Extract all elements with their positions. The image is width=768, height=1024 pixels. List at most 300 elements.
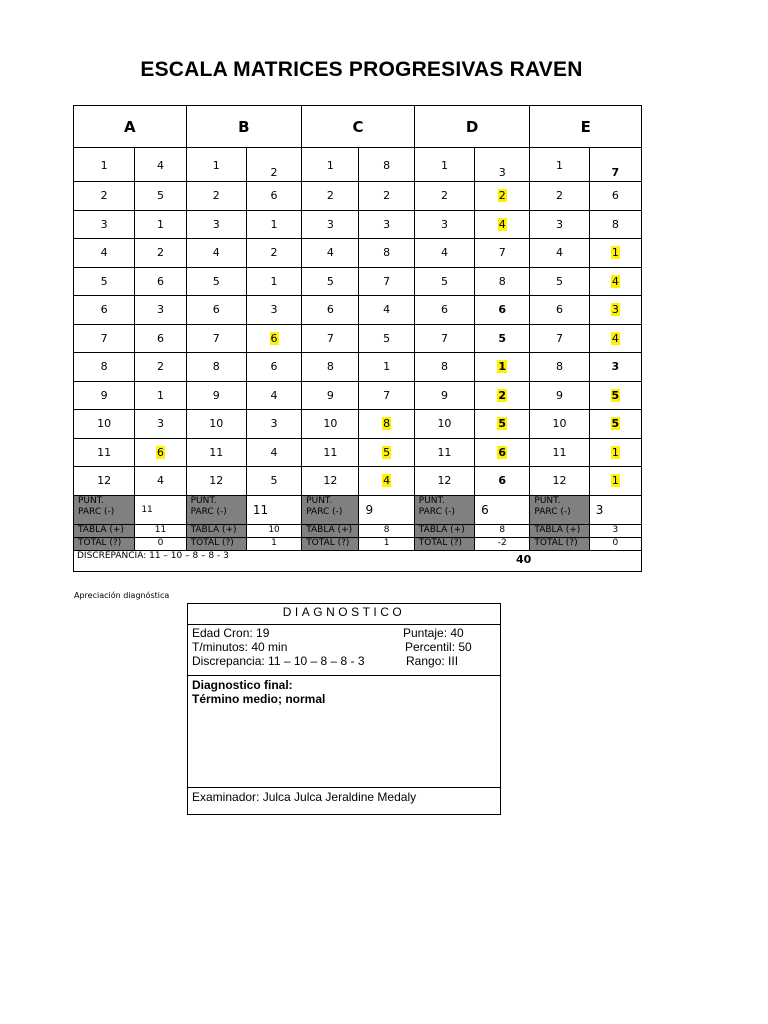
item-row xyxy=(74,324,642,353)
item-number xyxy=(302,353,359,382)
item-number-value: 12 xyxy=(209,474,224,488)
item-number-value: 3 xyxy=(212,217,220,231)
final-diagnosis xyxy=(188,676,500,788)
item-number-value: 11 xyxy=(437,445,452,459)
total-value: 1 xyxy=(359,537,414,550)
item-number-value: 4 xyxy=(212,246,220,260)
item-number xyxy=(74,148,135,182)
tabla-label: TABLA (+) xyxy=(186,524,246,537)
item-answer-value: 4 xyxy=(611,274,619,288)
item-number xyxy=(74,467,135,496)
answer-grid xyxy=(73,105,642,572)
item-number xyxy=(186,182,246,211)
total-label: TOTAL (?) xyxy=(302,537,359,550)
item-number xyxy=(414,267,474,296)
item-answer xyxy=(475,410,530,439)
item-answer-value: 2 xyxy=(498,189,506,203)
item-answer xyxy=(589,210,641,239)
item-answer xyxy=(246,324,301,353)
punt-parc-value: 11 xyxy=(246,495,301,524)
item-answer xyxy=(246,210,301,239)
item-number-value: 8 xyxy=(212,360,220,374)
item-row xyxy=(74,438,642,467)
item-answer-value: 6 xyxy=(270,189,278,203)
item-answer xyxy=(135,324,186,353)
total-label: TOTAL (?) xyxy=(414,537,474,550)
item-answer-value: 1 xyxy=(383,360,391,374)
item-number-value: 3 xyxy=(440,217,448,231)
item-number xyxy=(302,210,359,239)
item-answer xyxy=(475,438,530,467)
item-answer xyxy=(246,239,301,268)
item-number xyxy=(530,467,589,496)
item-answer-value: 5 xyxy=(498,417,507,431)
item-number xyxy=(414,182,474,211)
tabla-value: 11 xyxy=(135,524,186,537)
punt-parc-value: 6 xyxy=(475,495,530,524)
item-answer xyxy=(475,353,530,382)
item-number xyxy=(74,381,135,410)
item-answer-value: 4 xyxy=(498,217,506,231)
item-answer xyxy=(246,148,301,182)
item-number xyxy=(74,210,135,239)
item-answer-value: 8 xyxy=(498,274,506,288)
item-answer xyxy=(475,467,530,496)
item-number xyxy=(530,296,589,325)
item-number-value: 3 xyxy=(100,217,108,231)
item-number xyxy=(74,182,135,211)
item-number-value: 1 xyxy=(212,158,220,172)
item-answer-value: 5 xyxy=(383,445,391,459)
column-header-row xyxy=(74,106,642,148)
item-answer-value: 2 xyxy=(383,189,391,203)
item-number-value: 4 xyxy=(326,246,334,260)
column-header-a: A xyxy=(74,106,187,148)
item-answer-value: 5 xyxy=(270,474,278,488)
item-answer-value: 1 xyxy=(156,217,164,231)
item-answer xyxy=(135,239,186,268)
total-label: TOTAL (?) xyxy=(186,537,246,550)
item-number xyxy=(74,239,135,268)
item-number-value: 5 xyxy=(440,274,448,288)
item-answer xyxy=(246,410,301,439)
tabla-value: 8 xyxy=(475,524,530,537)
item-number-value: 6 xyxy=(440,303,448,317)
item-answer-value: 6 xyxy=(156,331,164,345)
item-answer xyxy=(475,296,530,325)
item-number-value: 5 xyxy=(100,274,108,288)
punt-parc-label: PUNT. PARC (-) xyxy=(302,495,359,524)
item-answer-value: 1 xyxy=(498,360,507,374)
item-number xyxy=(414,353,474,382)
item-answer xyxy=(246,467,301,496)
item-number-value: 6 xyxy=(100,303,108,317)
item-answer xyxy=(359,239,414,268)
item-answer-value: 6 xyxy=(498,445,507,459)
item-number-value: 1 xyxy=(326,158,334,172)
apreciacion-label: Apreciación diagnóstica xyxy=(74,591,170,600)
item-answer xyxy=(359,296,414,325)
item-number-value: 10 xyxy=(209,417,224,431)
item-number xyxy=(74,353,135,382)
column-header-b: B xyxy=(186,106,302,148)
item-number xyxy=(530,353,589,382)
item-answer-value: 4 xyxy=(156,474,164,488)
item-number xyxy=(74,438,135,467)
item-number xyxy=(186,148,246,182)
tiempo: T/minutos: 40 min xyxy=(192,640,288,654)
tabla-label: TABLA (+) xyxy=(302,524,359,537)
item-number-value: 2 xyxy=(440,189,448,203)
discrepancia-row xyxy=(74,550,642,571)
item-answer xyxy=(475,324,530,353)
item-answer xyxy=(246,353,301,382)
tabla-row xyxy=(74,524,642,537)
item-answer-value: 7 xyxy=(611,166,620,179)
item-answer-value: 2 xyxy=(156,360,164,374)
item-number xyxy=(186,324,246,353)
punt-parc-value: 11 xyxy=(135,495,186,524)
item-answer xyxy=(589,438,641,467)
total-value: 0 xyxy=(135,537,186,550)
item-answer xyxy=(589,296,641,325)
item-answer-value: 1 xyxy=(611,445,619,459)
item-answer xyxy=(475,239,530,268)
item-answer xyxy=(359,324,414,353)
item-answer xyxy=(246,381,301,410)
item-number-value: 1 xyxy=(556,158,564,172)
item-row xyxy=(74,381,642,410)
item-answer xyxy=(589,410,641,439)
tabla-label: TABLA (+) xyxy=(530,524,589,537)
item-number-value: 7 xyxy=(440,331,448,345)
item-answer-value: 6 xyxy=(611,189,619,203)
punt-parc-value: 3 xyxy=(589,495,641,524)
item-answer xyxy=(359,381,414,410)
item-answer-value: 8 xyxy=(383,246,391,260)
item-number-value: 11 xyxy=(209,445,224,459)
item-answer xyxy=(246,438,301,467)
item-number xyxy=(414,410,474,439)
total-label: TOTAL (?) xyxy=(74,537,135,550)
item-answer xyxy=(135,148,186,182)
item-answer-value: 5 xyxy=(611,388,620,402)
item-answer xyxy=(359,210,414,239)
item-number-value: 1 xyxy=(100,158,108,172)
item-answer xyxy=(135,296,186,325)
item-answer-value: 4 xyxy=(156,158,164,172)
item-answer xyxy=(359,410,414,439)
item-answer-value: 6 xyxy=(270,331,278,345)
item-number-value: 2 xyxy=(326,189,334,203)
item-number xyxy=(530,182,589,211)
item-answer xyxy=(135,210,186,239)
item-number-value: 4 xyxy=(440,246,448,260)
item-number xyxy=(302,239,359,268)
item-number xyxy=(530,239,589,268)
item-answer-value: 1 xyxy=(611,246,619,260)
item-answer-value: 2 xyxy=(498,388,507,402)
page-title: ESCALA MATRICES PROGRESIVAS RAVEN xyxy=(140,58,583,81)
item-number xyxy=(414,239,474,268)
item-number-value: 11 xyxy=(97,445,112,459)
item-number-value: 7 xyxy=(326,331,334,345)
examiner: Examinador: Julca Julca Jeraldine Medaly xyxy=(192,790,417,804)
item-answer-value: 1 xyxy=(156,388,164,402)
item-number xyxy=(74,410,135,439)
item-number-value: 5 xyxy=(326,274,334,288)
item-answer xyxy=(135,381,186,410)
item-number xyxy=(530,381,589,410)
discrepancia-cell xyxy=(74,550,642,571)
item-answer xyxy=(135,267,186,296)
item-number-value: 7 xyxy=(556,331,564,345)
punt-parc-label: PUNT. PARC (-) xyxy=(530,495,589,524)
item-answer-value: 4 xyxy=(611,331,619,345)
percentil: Percentil: 50 xyxy=(405,640,472,654)
item-number xyxy=(186,296,246,325)
item-answer xyxy=(589,324,641,353)
item-answer-value: 4 xyxy=(383,303,391,317)
item-number xyxy=(302,148,359,182)
item-answer-value: 6 xyxy=(498,474,507,488)
diagnostic-info xyxy=(188,625,500,676)
item-answer xyxy=(359,148,414,182)
item-answer xyxy=(475,210,530,239)
punt-parc-label: PUNT. PARC (-) xyxy=(414,495,474,524)
item-number-value: 9 xyxy=(212,388,220,402)
item-number xyxy=(186,210,246,239)
item-answer xyxy=(475,148,530,182)
item-answer xyxy=(475,381,530,410)
punt-parc-row xyxy=(74,495,642,524)
item-answer-value: 5 xyxy=(611,417,620,431)
item-number-value: 9 xyxy=(100,388,108,402)
item-number-value: 2 xyxy=(556,189,564,203)
item-number-value: 8 xyxy=(100,360,108,374)
item-number-value: 10 xyxy=(437,417,452,431)
item-answer-value: 7 xyxy=(383,388,391,402)
diagnostic-box xyxy=(187,603,501,815)
item-answer-value: 8 xyxy=(383,417,391,431)
item-answer-value: 2 xyxy=(270,246,278,260)
item-number-value: 11 xyxy=(552,445,567,459)
item-number xyxy=(186,353,246,382)
item-answer-value: 3 xyxy=(383,217,391,231)
item-row xyxy=(74,267,642,296)
item-answer xyxy=(589,353,641,382)
item-answer-value: 5 xyxy=(498,331,507,345)
item-number-value: 3 xyxy=(326,217,334,231)
column-header-d: D xyxy=(414,106,530,148)
item-number-value: 8 xyxy=(326,360,334,374)
item-answer-value: 6 xyxy=(156,445,164,459)
final-diagnosis-value: Término medio; normal xyxy=(192,692,326,706)
item-answer-value: 3 xyxy=(611,303,619,317)
column-header-c: C xyxy=(302,106,415,148)
puntaje: Puntaje: 40 xyxy=(403,626,464,640)
total-score: 40 xyxy=(516,552,532,566)
item-answer-value: 3 xyxy=(156,303,164,317)
tabla-label: TABLA (+) xyxy=(414,524,474,537)
item-answer-value: 7 xyxy=(498,246,506,260)
item-answer xyxy=(135,438,186,467)
item-number xyxy=(530,324,589,353)
item-number-value: 6 xyxy=(326,303,334,317)
diagnostic-header: DIAGNOSTICO xyxy=(188,604,500,625)
tabla-label: TABLA (+) xyxy=(74,524,135,537)
item-number-value: 10 xyxy=(552,417,567,431)
punt-parc-label: PUNT. PARC (-) xyxy=(186,495,246,524)
item-number-value: 11 xyxy=(323,445,338,459)
item-row xyxy=(74,182,642,211)
item-answer-value: 4 xyxy=(270,388,278,402)
item-row xyxy=(74,467,642,496)
item-answer-value: 2 xyxy=(156,246,164,260)
item-number xyxy=(302,381,359,410)
item-answer-value: 8 xyxy=(611,217,619,231)
item-answer-value: 3 xyxy=(498,166,506,179)
item-number-value: 3 xyxy=(556,217,564,231)
item-number xyxy=(414,438,474,467)
item-number xyxy=(302,438,359,467)
item-answer-value: 6 xyxy=(498,303,507,317)
item-number-value: 7 xyxy=(212,331,220,345)
item-row xyxy=(74,239,642,268)
discrepancia-label: DISCREPANCIA: 11 – 10 – 8 – 8 - 3 xyxy=(77,550,229,561)
item-answer-value: 7 xyxy=(383,274,391,288)
item-answer xyxy=(246,182,301,211)
item-answer xyxy=(135,410,186,439)
item-number xyxy=(186,239,246,268)
item-number xyxy=(302,267,359,296)
item-answer-value: 3 xyxy=(270,303,278,317)
item-number xyxy=(530,438,589,467)
item-answer-value: 6 xyxy=(270,360,278,374)
item-number xyxy=(530,210,589,239)
item-number-value: 5 xyxy=(556,274,564,288)
item-number-value: 12 xyxy=(552,474,567,488)
item-number-value: 5 xyxy=(212,274,220,288)
item-answer xyxy=(589,182,641,211)
item-answer xyxy=(246,296,301,325)
item-answer xyxy=(359,353,414,382)
item-answer xyxy=(589,239,641,268)
item-answer xyxy=(475,182,530,211)
item-number-value: 12 xyxy=(437,474,452,488)
item-number xyxy=(414,210,474,239)
item-answer-value: 1 xyxy=(270,274,278,288)
item-answer xyxy=(589,267,641,296)
item-number-value: 9 xyxy=(326,388,334,402)
item-answer xyxy=(589,148,641,182)
item-number xyxy=(74,324,135,353)
item-answer xyxy=(246,267,301,296)
rango: Rango: III xyxy=(406,654,459,668)
item-answer xyxy=(359,182,414,211)
item-row xyxy=(74,148,642,182)
item-number-value: 6 xyxy=(212,303,220,317)
item-number xyxy=(414,296,474,325)
item-number-value: 8 xyxy=(556,360,564,374)
tabla-value: 8 xyxy=(359,524,414,537)
item-number xyxy=(302,182,359,211)
item-number xyxy=(530,410,589,439)
item-number xyxy=(530,148,589,182)
item-answer-value: 5 xyxy=(383,331,391,345)
item-answer-value: 5 xyxy=(156,189,164,203)
item-answer xyxy=(589,381,641,410)
item-answer xyxy=(359,438,414,467)
item-number xyxy=(186,438,246,467)
item-answer xyxy=(589,467,641,496)
tabla-value: 10 xyxy=(246,524,301,537)
total-row xyxy=(74,537,642,550)
item-number xyxy=(302,296,359,325)
item-answer xyxy=(135,467,186,496)
item-number xyxy=(302,324,359,353)
edad-cron: Edad Cron: 19 xyxy=(192,626,270,640)
column-header-e: E xyxy=(530,106,642,148)
item-answer xyxy=(135,182,186,211)
item-answer-value: 4 xyxy=(270,445,278,459)
item-answer xyxy=(135,353,186,382)
item-number-value: 4 xyxy=(100,246,108,260)
item-number-value: 7 xyxy=(100,331,108,345)
item-answer-value: 3 xyxy=(270,417,278,431)
item-row xyxy=(74,353,642,382)
punt-parc-value: 9 xyxy=(359,495,414,524)
item-number xyxy=(186,410,246,439)
item-number-value: 6 xyxy=(556,303,564,317)
item-number xyxy=(186,381,246,410)
item-number-value: 10 xyxy=(97,417,112,431)
item-number-value: 1 xyxy=(440,158,448,172)
discrepancia-info: Discrepancia: 11 – 10 – 8 – 8 - 3 xyxy=(192,654,365,668)
item-number-value: 2 xyxy=(212,189,220,203)
total-value: 0 xyxy=(589,537,641,550)
item-number xyxy=(186,467,246,496)
tabla-value: 3 xyxy=(589,524,641,537)
item-answer xyxy=(475,267,530,296)
item-number xyxy=(302,467,359,496)
item-answer-value: 6 xyxy=(156,274,164,288)
item-row xyxy=(74,410,642,439)
item-number xyxy=(414,467,474,496)
item-number xyxy=(74,267,135,296)
item-answer-value: 2 xyxy=(270,166,278,179)
item-answer-value: 1 xyxy=(611,474,619,488)
item-number-value: 10 xyxy=(323,417,338,431)
item-number-value: 12 xyxy=(97,474,112,488)
item-answer-value: 4 xyxy=(383,474,391,488)
item-number xyxy=(414,324,474,353)
item-number-value: 2 xyxy=(100,189,108,203)
item-row xyxy=(74,296,642,325)
item-number xyxy=(186,267,246,296)
item-answer xyxy=(359,467,414,496)
total-value: 1 xyxy=(246,537,301,550)
total-value: -2 xyxy=(475,537,530,550)
item-number-value: 9 xyxy=(440,388,448,402)
final-diagnosis-label: Diagnostico final: xyxy=(192,678,293,692)
item-number-value: 9 xyxy=(556,388,564,402)
item-number-value: 4 xyxy=(556,246,564,260)
item-answer-value: 8 xyxy=(383,158,391,172)
item-answer-value: 1 xyxy=(270,217,278,231)
item-answer-value: 3 xyxy=(611,360,620,374)
item-answer-value: 3 xyxy=(156,417,164,431)
